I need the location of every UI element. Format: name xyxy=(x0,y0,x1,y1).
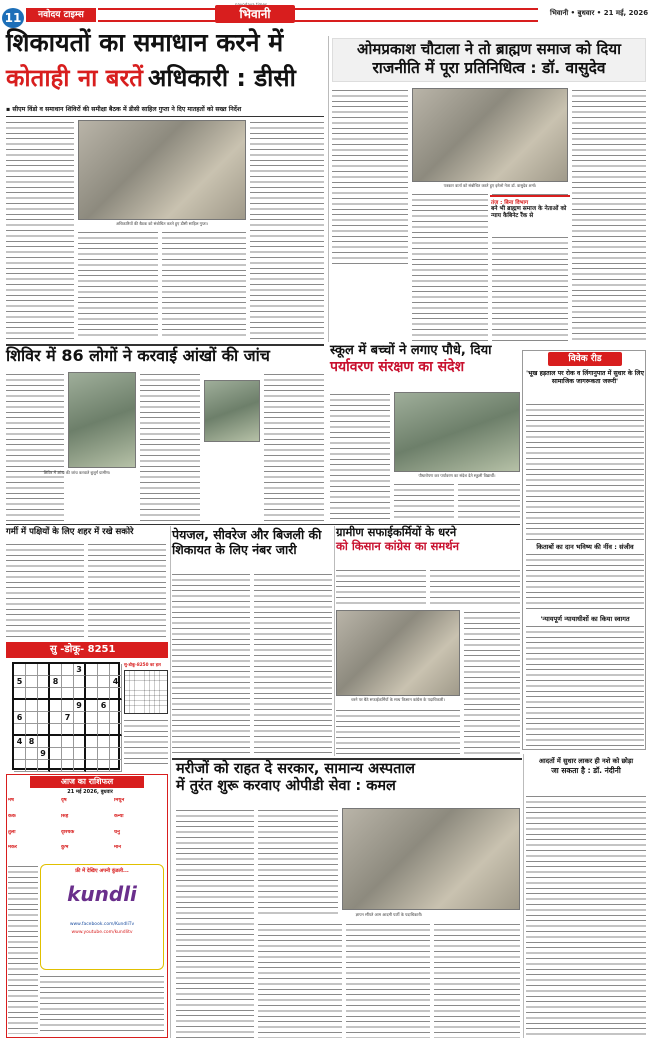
sudoku-cell xyxy=(86,676,98,688)
horoscope-sign xyxy=(114,845,166,859)
farmers-photo xyxy=(336,610,460,696)
farmers-column-4 xyxy=(336,708,460,754)
lead-headline-line2 xyxy=(6,66,324,100)
sudoku-cell xyxy=(74,676,86,688)
horoscope-sign-label: वृष xyxy=(61,798,67,803)
farmers-column-3 xyxy=(464,610,520,754)
sudoku-cell xyxy=(38,724,50,736)
sudoku-cell xyxy=(62,736,74,748)
horoscope-left-column xyxy=(8,864,38,1034)
lead-headline-highlight: कोताही ना बरतें xyxy=(6,64,143,92)
sudoku-grid xyxy=(12,662,120,770)
cabinet-box xyxy=(490,195,570,235)
sudoku-cell xyxy=(50,748,62,760)
sudoku-cell xyxy=(62,664,74,676)
kundli-logo: kundli xyxy=(67,882,137,906)
vivek-body-2 xyxy=(526,552,644,612)
sudoku-cell xyxy=(14,700,26,712)
sudoku-cell xyxy=(14,760,26,772)
horoscope-sign-label: वृश्चिक xyxy=(61,829,75,835)
page-header xyxy=(0,0,650,30)
school-headline: स्कूल में बच्चों ने लगाए पौधे, दिया पर्यावरण संरक्षण का संदेश xyxy=(330,343,492,375)
chautala-column-4 xyxy=(572,88,646,342)
horoscope-sign-label: मकर xyxy=(8,845,17,851)
column-rule-1 xyxy=(328,36,329,342)
sudoku-cell xyxy=(86,748,98,760)
lead-rule xyxy=(6,116,324,117)
column-rule-2 xyxy=(170,526,171,1038)
farmers-column-2 xyxy=(430,568,520,608)
horoscope-sign xyxy=(114,798,166,812)
sudoku-cell xyxy=(62,760,74,772)
sukhar-body xyxy=(526,794,646,1038)
sudoku-cell: 4 xyxy=(110,676,122,688)
camp-headline: शिविर में 86 लोगों ने करवाई आंखों की जांच xyxy=(6,346,270,365)
sudoku-cell xyxy=(26,712,38,724)
horoscope-bottom xyxy=(40,974,164,1034)
sudoku-cell: 3 xyxy=(74,664,86,676)
sudoku-cell xyxy=(38,736,50,748)
sudoku-cell xyxy=(62,724,74,736)
opd-headline: मरीजों को राहत दे सरकार, सामान्य अस्पताल में तुरंत शुरू करवाए ओपीडी सेवा : कमल xyxy=(176,761,415,795)
sudoku-cell: 6 xyxy=(98,700,110,712)
sudoku-cell xyxy=(14,688,26,700)
horoscope-sign-label: तुला xyxy=(8,829,16,835)
school-column-3 xyxy=(458,482,520,522)
horoscope-sign-label: सिंह xyxy=(61,813,69,819)
horoscope-sign-label: मीन xyxy=(114,845,122,851)
horoscope-title: आज का राशिफल xyxy=(30,776,144,788)
kundli-ad[interactable] xyxy=(40,864,164,970)
sudoku-cell xyxy=(110,688,122,700)
sudoku-cell xyxy=(62,676,74,688)
lead-photo-caption: अधिकारियों की बैठक को संबोधित करते हुए डीसी साहिल गुप्ता। xyxy=(116,221,208,226)
sudoku-cell: 8 xyxy=(50,676,62,688)
horoscope-sign xyxy=(114,830,166,844)
sudoku-instructions xyxy=(124,718,168,768)
sudoku-cell xyxy=(14,748,26,760)
water-column-2 xyxy=(254,572,332,754)
cabinet-kicker: तंज : बिना विभाग xyxy=(491,200,529,206)
sudoku-cell xyxy=(110,736,122,748)
camp-column-2 xyxy=(140,372,200,522)
heat-column-2 xyxy=(88,542,166,638)
sudoku-cell xyxy=(38,664,50,676)
farmers-column-1 xyxy=(336,568,426,608)
sudoku-cell xyxy=(38,712,50,724)
sudoku-cell xyxy=(110,748,122,760)
sudoku-cell xyxy=(26,748,38,760)
vivek-subhead: किताबों का दान भविष्य की नींव : संजीव xyxy=(536,543,634,551)
sudoku-cell xyxy=(74,724,86,736)
kundli-facebook-link[interactable]: www.facebook.com/KundliTv xyxy=(69,922,135,927)
sudoku-cell xyxy=(26,664,38,676)
sudoku-cell xyxy=(26,676,38,688)
sudoku-cell: 5 xyxy=(14,676,26,688)
opd-photo-caption: ज्ञापन सौंपते आम आदमी पार्टी के पदाधिकारी। xyxy=(355,912,423,917)
horoscope-sign-label: कन्या xyxy=(114,813,124,819)
sudoku-cell xyxy=(26,724,38,736)
camp-column-3 xyxy=(264,372,324,522)
farmers-photo-caption: धरने पर बैठे सफाईकर्मियों के साथ किसान कांग्रेस के पदाधिकारी। xyxy=(351,697,445,702)
opd-column-3 xyxy=(258,922,342,1038)
sudoku-cell xyxy=(98,760,110,772)
horoscope-grid xyxy=(8,798,166,860)
kundli-ad-tag: फ्री में देखिए अपनी कुंडली... xyxy=(75,868,129,874)
farmers-headline: ग्रामीण सफाईकर्मियों के धरने को किसान कांग्रेस का समर्थन xyxy=(336,525,460,554)
opd-column-1 xyxy=(176,808,254,1038)
sudoku-cell xyxy=(14,664,26,676)
sudoku-cell xyxy=(26,760,38,772)
horoscope-sign xyxy=(114,814,166,828)
chautala-photo xyxy=(412,88,568,182)
horoscope-sign xyxy=(61,830,113,844)
lead-deck: ▪ सीएम विंडो व समाधान शिविरों की समीक्षा बैठक में डीसी साहिल गुप्ता ने दिए मातहतों को सख्त निर्देश xyxy=(6,106,242,113)
sudoku-cell: 7 xyxy=(62,712,74,724)
cabinet-headline: बने भी ब्राह्मण समाज के नेताओं को न्याय कैबिनेट रैंक से xyxy=(491,206,567,219)
chautala-column-1 xyxy=(332,88,408,268)
sudoku-cell xyxy=(74,748,86,760)
sudoku-cell xyxy=(98,736,110,748)
sudoku-cell xyxy=(86,712,98,724)
section-bar xyxy=(98,8,538,22)
chautala-headline: ओमप्रकाश चौटाला ने तो ब्राह्मण समाज को दिया राजनीति में पूरा प्रतिनिधित्व : डॉ. वासुदेव xyxy=(332,38,646,82)
camp-photo-2 xyxy=(204,380,260,442)
sudoku-cell xyxy=(110,712,122,724)
water-column-1 xyxy=(172,572,250,754)
camp-photo xyxy=(68,372,136,468)
kundli-youtube-link[interactable]: www.youtube.com/kundlitv xyxy=(71,930,133,935)
sudoku-cell xyxy=(14,724,26,736)
sudoku-cell: 9 xyxy=(74,700,86,712)
lead-headline-rest: अधिकारी : डीसी xyxy=(148,64,296,92)
sudoku-cell xyxy=(74,760,86,772)
sudoku-cell xyxy=(74,712,86,724)
camp-photo-caption: शिविर में आंख की जांच करवाते बुजुर्ग ग्रामीण। xyxy=(43,470,111,475)
lead-column-3 xyxy=(162,230,246,340)
sudoku-cell xyxy=(62,748,74,760)
sudoku-cell xyxy=(98,688,110,700)
column-rule-3 xyxy=(334,526,335,756)
horoscope-sign xyxy=(61,798,113,812)
lead-headline-line1: शिकायतों का समाधान करने में xyxy=(6,28,284,57)
sudoku-cell xyxy=(86,724,98,736)
sudoku-cell: 8 xyxy=(26,736,38,748)
sudoku-cell xyxy=(38,760,50,772)
opd-column-5 xyxy=(434,922,520,1038)
horoscope-sign-label: धनु xyxy=(114,829,120,835)
sudoku-cell xyxy=(86,760,98,772)
horoscope-sign xyxy=(8,814,60,828)
vivek-headline: 'भूख हड़ताल पर रोक व लिंगानुपात में सुधार के लिए सामाजिक जागरूकता जरूरी' xyxy=(526,370,644,385)
sudoku-cell xyxy=(62,688,74,700)
vivek-subhead-2: 'न्यायपूर्ण न्यायाधीशों का किया स्वागत xyxy=(540,615,630,623)
section-title: भिवानी xyxy=(215,5,295,23)
school-column-2 xyxy=(394,482,454,522)
horoscope-sign xyxy=(8,830,60,844)
sudoku-cell xyxy=(38,676,50,688)
sudoku-cell xyxy=(26,688,38,700)
sudoku-cell xyxy=(98,676,110,688)
camp-column-1 xyxy=(6,372,64,522)
sudoku-cell xyxy=(38,688,50,700)
sudoku-cell xyxy=(110,760,122,772)
column-rule-4 xyxy=(523,754,524,1038)
chautala-column-2 xyxy=(412,192,488,342)
sudoku-cell xyxy=(50,712,62,724)
horoscope-date: 21 मई 2026, बुधवार xyxy=(67,789,113,795)
school-column-1 xyxy=(330,392,390,522)
sudoku-cell xyxy=(50,688,62,700)
horoscope-sign xyxy=(8,798,60,812)
horoscope-sign-label: कुंभ xyxy=(61,845,69,851)
sudoku-cell xyxy=(110,664,122,676)
sudoku-cell xyxy=(110,700,122,712)
sudoku-cell xyxy=(98,712,110,724)
sudoku-cell xyxy=(86,736,98,748)
sudoku-answer-grid xyxy=(124,670,168,714)
horoscope-sign-label: मिथुन xyxy=(114,798,125,803)
heat-column-1 xyxy=(6,542,84,638)
sukhar-headline: आदतों में सुधार लाकर ही नशे को छोड़ा जा सकता है : डॉ. नंदीनी xyxy=(538,757,634,775)
sudoku-cell xyxy=(110,724,122,736)
heat-headline: गर्मी में पक्षियों के लिए शहर में रखे सकोरे xyxy=(6,527,134,537)
sudoku-answer-label: सु-डोकू-8250 का हल xyxy=(124,662,161,667)
lead-photo xyxy=(78,120,246,220)
sudoku-cell: 9 xyxy=(38,748,50,760)
sudoku-cell xyxy=(86,664,98,676)
lead-column-2 xyxy=(78,230,158,340)
sudoku-title: सु -डोकू- 8251 xyxy=(6,642,168,658)
horoscope-sign xyxy=(61,814,113,828)
lead-column-1 xyxy=(6,120,74,340)
sudoku-cell: 4 xyxy=(14,736,26,748)
opd-photo xyxy=(342,808,520,910)
sudoku-cell xyxy=(62,700,74,712)
horoscope-sign xyxy=(8,845,60,859)
lead-column-4 xyxy=(250,120,324,340)
school-photo xyxy=(394,392,520,472)
vivek-body-1 xyxy=(526,402,644,540)
opd-column-4 xyxy=(346,922,430,1038)
sudoku-cell xyxy=(50,760,62,772)
horoscope-sign-label: कर्क xyxy=(8,813,16,819)
sudoku-cell: 6 xyxy=(14,712,26,724)
sudoku-cell xyxy=(86,700,98,712)
sudoku-cell xyxy=(50,664,62,676)
masthead-logo: नवोदय टाइम्स xyxy=(26,8,96,22)
sudoku-cell xyxy=(38,700,50,712)
sudoku-cell xyxy=(98,748,110,760)
divider-opd xyxy=(172,758,522,760)
chautala-photo-caption: पत्रकार वार्ता को संबोधित करते हुए इनेलो नेता डॉ. वासुदेव शर्मा। xyxy=(443,183,537,188)
opd-column-2 xyxy=(258,808,338,916)
sudoku-cell xyxy=(50,736,62,748)
dateline: भिवानी • बुधवार • 21 मई, 2026 xyxy=(550,9,649,17)
water-headline: पेयजल, सीवरेज और बिजली की शिकायत के लिए नंबर जारी xyxy=(172,527,322,558)
sudoku-cell xyxy=(26,700,38,712)
sudoku-cell xyxy=(50,700,62,712)
sudoku-cell xyxy=(74,736,86,748)
sudoku-cell xyxy=(50,724,62,736)
vivek-read-title: विवेक रीड xyxy=(548,352,622,366)
vivek-body-3 xyxy=(526,624,644,746)
horoscope-sign xyxy=(61,845,113,859)
school-photo-caption: पौधारोपण कर पर्यावरण का संदेश देते स्कूली विद्यार्थी। xyxy=(418,473,496,478)
page-number-badge: 11 xyxy=(2,8,24,28)
horoscope-sign-label: मेष xyxy=(8,798,14,803)
sudoku-cell xyxy=(98,664,110,676)
sudoku-cell xyxy=(74,688,86,700)
sudoku-cell xyxy=(98,724,110,736)
sudoku-cell xyxy=(86,688,98,700)
